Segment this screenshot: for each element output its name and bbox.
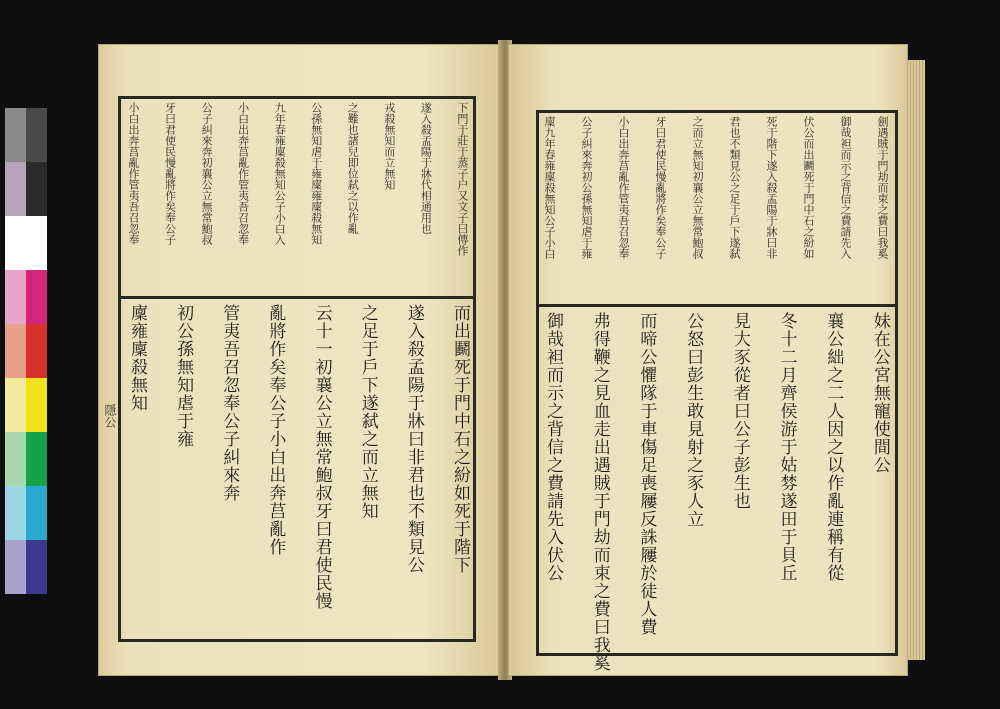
color-swatch [5,324,26,378]
left-page-upper-text [128,102,468,292]
text-column: 劍遇賊于門劫而束之費曰我奚 [876,116,889,259]
text-column: 小白出奔莒亂作管夷吾召忽奉 [127,102,140,245]
text-column: 見大豕從者曰公子彭生也 [729,312,750,510]
text-column: 遂入殺孟陽于牀代相通用也 [419,102,433,234]
text-column: 公子糾來奔初公孫無知虐于雍 [580,116,593,259]
text-column: 公怒曰彭生敢見射之豕人立 [683,312,704,528]
text-column: 廩九年春雍廩殺無知公子小白 [543,116,556,259]
left-page-lower-text [128,304,468,632]
text-column: 襄公絀之二人因之以作亂連稱有從 [823,312,844,582]
color-swatch [5,432,26,486]
text-column: 牙曰君使民慢亂將作矣奉公子 [654,116,667,259]
text-column: 而啼公懼隊于車傷足喪屨反誅屨於徒人費 [636,312,657,636]
color-swatch [5,216,26,270]
text-column: 之而立無知初襄公立無常鮑叔 [691,116,704,259]
text-column: 九年春雍廩殺無知公子小白入 [273,102,287,245]
text-column: 之難也諸兒即位弑之以作亂 [346,102,360,234]
text-column: 公子糾來奔初襄公立無常鮑叔 [200,102,214,245]
color-swatch [26,540,47,594]
text-column: 御哉袒而示之背信之費請先入 [839,116,852,259]
text-column: 之足于戶下遂弑之而立無知 [357,304,378,520]
color-calibration-bar [5,108,47,598]
text-column: 御哉袒而示之背信之費請先入伏公 [543,312,563,582]
color-swatch [26,162,47,216]
text-column: 君也不類見公之足于戶下遂弑 [728,116,741,259]
text-column: 云十一初襄公立無常鮑叔牙曰君使民慢 [311,304,332,610]
text-column: 管夷吾召忽奉公子糾來奔 [219,304,240,502]
right-page [508,44,908,676]
text-column: 妹在公宮無寵使間公 [869,312,890,474]
text-column: 遂入殺孟陽于牀曰非君也不類見公 [403,304,424,574]
page-edges [905,60,925,660]
text-column: 小白出奔莒亂作管夷吾召忽奉 [236,102,250,245]
text-column: 牙曰君使民慢亂將作矣奉公子 [163,102,177,245]
right-page-divider [536,304,898,307]
color-swatch [5,162,26,216]
right-page-upper-text [544,116,888,300]
text-column: 弗得鞭之見血走出遇賊于門劫而束之費曰我奚 [589,312,610,672]
text-column: 廩雍廩殺無知 [127,304,147,412]
color-swatch [26,432,47,486]
text-column: 下門于莊于蒸子户又文子曰傳作 [455,102,469,256]
color-swatch [26,324,47,378]
color-swatch [5,108,26,162]
left-page-divider [118,296,476,299]
left-page [98,44,502,676]
text-column: 小白出奔莒亂作管夷吾召忽奉 [617,116,630,259]
color-swatch [26,108,47,162]
color-swatch [26,216,47,270]
color-swatch [26,378,47,432]
right-page-lower-text [543,312,890,672]
color-swatch [26,486,47,540]
margin-label: 隱公 [103,404,117,428]
color-swatch [5,378,26,432]
color-swatch [5,486,26,540]
text-column: 初公孫無知虐于雍 [173,304,194,448]
text-column: 而出鬬死于門中石之紛如死于階下 [449,304,470,574]
text-column: 公孫無知虐于雍廩雍廩殺無知 [309,102,323,245]
text-column: 亂將作矣奉公子小白出奔莒亂作 [265,304,286,556]
color-swatch [26,270,47,324]
color-swatch [5,270,26,324]
text-column: 死于階下遂入殺孟陽于牀曰非 [765,116,778,259]
text-column: 戎殺無知而立無知 [382,102,396,190]
text-column: 冬十二月齊侯游于姑棼遂田于貝丘 [776,312,797,582]
color-swatch [5,540,26,594]
text-column: 伏公而出鬬死于門中石之紛如 [802,116,815,259]
